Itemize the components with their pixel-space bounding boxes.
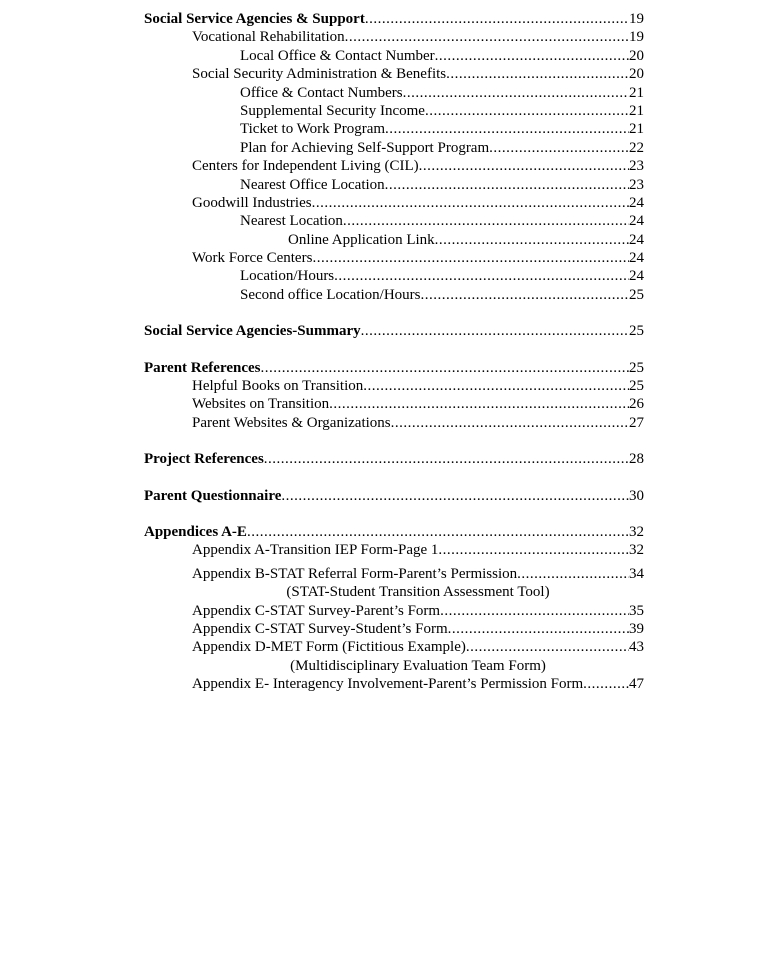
dot-leader [466,638,629,656]
toc-entry [144,249,644,267]
dot-leader [419,157,629,175]
toc-entry-page-number: 23 [629,158,644,175]
toc-entry-page-number: 35 [629,602,644,619]
toc-entry-title: Appendix A-Transition IEP Form-Page 1 [192,542,439,559]
toc-entry-title: Parent Questionnaire [144,487,282,504]
toc-entry-page-number: 27 [629,414,644,431]
dot-leader [391,414,629,432]
toc-entry-title: Parent Websites & Organizations [192,414,391,431]
toc-entry-subtitle: (Multidisciplinary Evaluation Team Form) [290,657,546,674]
toc-entry [144,395,644,413]
toc-entry-title: Ticket to Work Program [240,121,386,138]
dot-leader [421,286,629,304]
dot-leader [312,194,629,212]
dot-leader [385,120,629,138]
dot-leader [517,565,629,583]
toc-entry [144,231,644,249]
toc-entry-page-number: 19 [629,11,644,27]
toc-entry-title: Online Application Link [288,231,435,248]
toc-entry [144,120,644,138]
dot-leader [281,487,629,505]
toc-entry-page-number: 24 [629,268,644,285]
toc-entry-page-number: 30 [629,487,644,504]
toc-entry [144,322,644,340]
toc-entry [144,47,644,65]
toc-entry-page-number: 26 [629,396,644,413]
toc-entry [144,84,644,102]
toc-entry [144,176,644,194]
toc-entry-title: Appendix C-STAT Survey-Student’s Form [192,620,448,637]
toc-entry-title: Centers for Independent Living (CIL) [192,158,419,175]
toc-entry-page-number: 43 [629,639,644,656]
dot-leader [365,10,629,28]
dot-leader [446,65,629,83]
toc-entry-page-number: 47 [629,676,644,693]
toc-entry-page-number: 23 [629,176,644,193]
dot-leader [247,523,629,541]
dot-leader [345,28,629,46]
toc-entry-page-number: 19 [629,29,644,46]
toc-entry-page-number: 39 [629,620,644,637]
toc-entry [144,523,644,541]
dot-leader [312,249,629,267]
dot-leader [334,267,629,285]
dot-leader [583,675,629,693]
toc-entry-page-number: 32 [629,542,644,559]
toc-entry-page-number: 25 [629,323,644,340]
toc-entry [144,157,644,175]
dot-leader [385,176,629,194]
dot-leader [448,620,629,638]
dot-leader [440,602,629,620]
toc-entry-title: Appendices A-E [144,523,247,540]
toc-entry-page-number: 25 [629,378,644,395]
dot-leader [264,450,629,468]
toc-entry [144,565,644,583]
toc-entry-title: Appendix B-STAT Referral Form-Parent’s Permission [192,565,518,582]
toc-entry [144,377,644,395]
toc-entry-title: Social Service Agencies-Summary [144,323,361,340]
toc-entry-title: Location/Hours [240,268,335,285]
toc-entry-page-number: 28 [629,451,644,468]
toc-entry-page-number: 21 [629,102,644,119]
toc-entry [144,102,644,120]
toc-entry-page-number: 25 [629,286,644,303]
toc-entry [144,212,644,230]
toc-entry-page-number: 21 [629,84,644,101]
toc-entry-title: Second office Location/Hours [240,286,421,303]
toc-entry-title: Nearest Location [240,213,343,230]
toc-entry-title: Websites on Transition [192,396,330,413]
toc-entry [144,675,644,693]
toc-entry-page-number: 24 [629,194,644,211]
dot-leader [329,395,629,413]
dot-leader [260,359,629,377]
toc-entry-title: Work Force Centers [192,250,313,267]
dot-leader [435,47,629,65]
dot-leader [403,84,629,102]
dot-leader [363,377,629,395]
toc-entry-title: Helpful Books on Transition [192,378,364,395]
toc-entry [144,194,644,212]
toc-entry-page-number: 21 [629,121,644,138]
toc-entry-page-number: 24 [629,231,644,248]
dot-leader [435,231,629,249]
toc-entry [144,10,644,28]
toc-entry [144,267,644,285]
toc-entry-title: Appendix E- Interagency Involvement-Parent’s Permission Form [192,676,584,693]
toc-entry [144,602,644,620]
toc-entry [144,65,644,83]
toc-entry-page-number: 22 [629,139,644,156]
toc-entry-page-number: 32 [629,523,644,540]
toc-entry-title: Goodwill Industries [192,194,312,211]
toc-entry-title: Local Office & Contact Number [240,47,435,64]
dot-leader [489,139,629,157]
dot-leader [361,322,629,340]
toc-entry-title: Nearest Office Location [240,176,385,193]
dot-leader [425,102,629,120]
toc-entry-title: Supplemental Security Income [240,102,425,119]
toc-entry-title: Parent References [144,359,261,376]
toc-entry [144,450,644,468]
toc-entry [144,286,644,304]
toc-entry-title: Plan for Achieving Self-Support Program [240,139,490,156]
toc-entry-page-number: 20 [629,66,644,83]
toc-entry-title: Project References [144,451,264,468]
toc-entry [144,487,644,505]
toc-entry-page-number: 24 [629,250,644,267]
toc-entry-title: Social Service Agencies & Support [144,11,365,27]
toc-entry-page-number: 20 [629,47,644,64]
toc-entry [144,620,644,638]
toc-entry [144,541,644,559]
table-of-contents [144,10,644,694]
toc-entry-subtitle: (STAT-Student Transition Assessment Tool) [286,584,550,601]
toc-entry [144,359,644,377]
toc-entry-title: Vocational Rehabilitation [192,29,345,46]
toc-entry-title: Appendix C-STAT Survey-Parent’s Form [192,602,441,619]
toc-entry [144,139,644,157]
toc-entry [144,638,644,656]
toc-entry-title: Social Security Administration & Benefits [192,66,447,83]
dot-leader [343,212,629,230]
toc-entry-page-number: 25 [629,359,644,376]
dot-leader [438,541,629,559]
toc-entry [144,414,644,432]
toc-entry-page-number: 34 [629,565,644,582]
toc-entry-title: Appendix D-MET Form (Fictitious Example) [192,639,466,656]
toc-entry-title: Office & Contact Numbers [240,84,403,101]
toc-entry-page-number: 24 [629,213,644,230]
toc-entry [144,28,644,46]
